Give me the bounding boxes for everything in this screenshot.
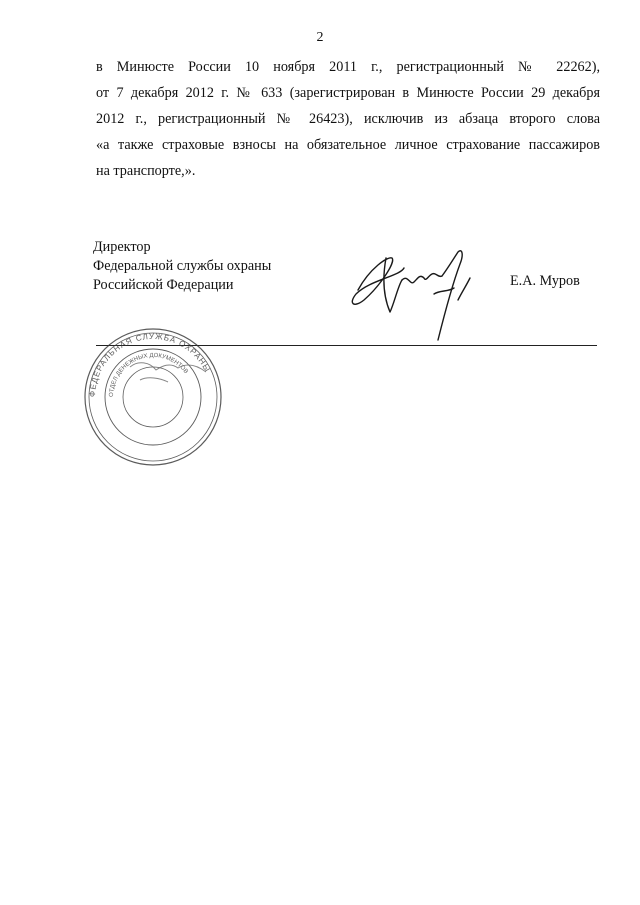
signatory-name: Е.А. Муров: [510, 273, 580, 289]
signatory-title: [93, 238, 271, 295]
signatory-title-line: Федеральной службы охраны: [93, 258, 272, 274]
body-line: в Минюсте России 10 ноября 2011 г., регистрационный № 22262),: [96, 59, 600, 75]
svg-text:ОТДЕЛ ДЕНЕЖНЫХ ДОКУМЕНТОВ: [109, 353, 189, 397]
seal-inner-text: ОТДЕЛ ДЕНЕЖНЫХ ДОКУМЕНТОВ: [108, 352, 189, 398]
seal-outer-text: ФЕДЕРАЛЬНАЯ СЛУЖБА ОХРАНЫ: [87, 331, 213, 398]
signatory-title-line: Российской Федерации: [93, 277, 234, 293]
document-body: [96, 54, 600, 184]
page-number: 2: [316, 30, 324, 45]
signatory-title-line: Директор: [93, 239, 151, 255]
body-line: от 7 декабря 2012 г. № 633 (зарегистрирован в Минюсте России 29 декабря: [96, 85, 600, 101]
body-line: 2012 г., регистрационный № 26423), исключив из абзаца второго слова: [96, 111, 600, 127]
body-line: на транспорте,».: [96, 163, 196, 179]
official-seal: [78, 322, 228, 472]
body-line: «а также страховые взносы на обязательное личное страхование пассажиров: [96, 137, 600, 153]
handwritten-signature: [330, 228, 490, 368]
